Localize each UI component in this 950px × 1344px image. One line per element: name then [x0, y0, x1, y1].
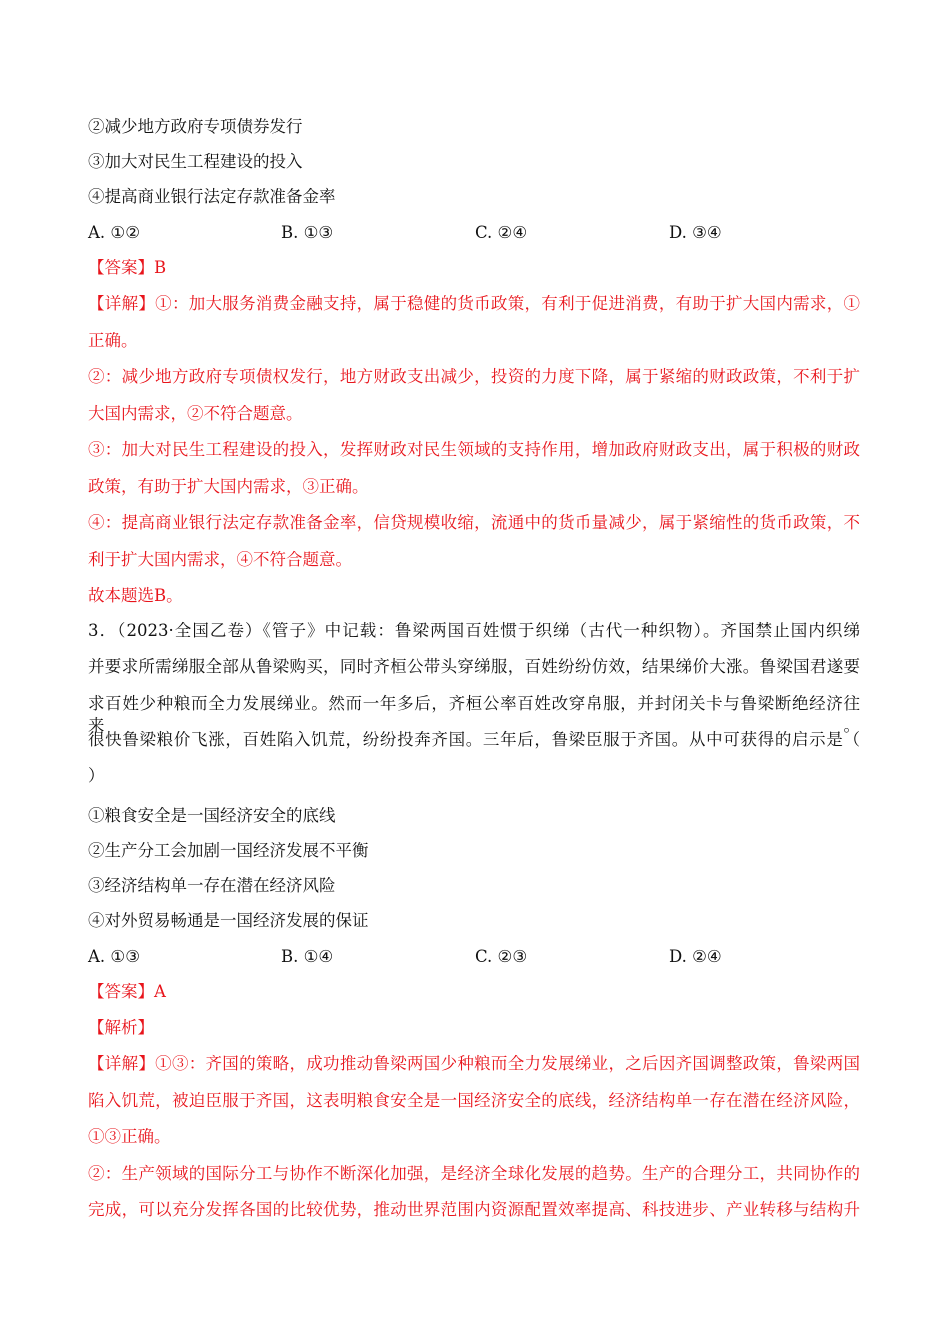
q3-analysis-heading: 【解析】 — [88, 1018, 154, 1037]
q2-option-b: B. ①③ — [281, 223, 334, 242]
q3-statement-3: ③经济结构单一存在潜在经济风险 — [88, 876, 336, 895]
q3-option-d: D. ②④ — [669, 947, 722, 966]
q2-detail-line: 利于扩大国内需求，④不符合题意。 — [88, 550, 352, 569]
q3-stem-line: ） — [88, 766, 105, 785]
q3-statement-1: ①粮食安全是一国经济安全的底线 — [88, 806, 336, 825]
q3-detail-line: ②：生产领域的国际分工与协作不断深化加强，是经济全球化发展的趋势。生产的合理分工，共同协作的 — [88, 1164, 860, 1183]
q3-stem-line: 很快鲁梁粮价飞涨，百姓陷入饥荒，纷纷投奔齐国。三年后，鲁梁臣服于齐国。从中可获得的启示是（ — [88, 730, 860, 749]
q2-statement-4: ④提高商业银行法定存款准备金率 — [88, 187, 336, 206]
q2-detail-line: ③：加大对民生工程建设的投入，发挥财政对民生领域的支持作用，增加政府财政支出，属于积极的财政 — [88, 440, 860, 459]
q2-conclusion: 故本题选B。 — [88, 586, 183, 605]
q2-answer: 【答案】B — [88, 258, 167, 277]
q3-detail-line: ①③正确。 — [88, 1127, 171, 1146]
q3-detail-line: 完成，可以充分发挥各国的比较优势，推动世界范围内资源配置效率提高、科技进步、产业转移与结构升 — [88, 1200, 860, 1219]
q2-option-a: A. ①② — [88, 223, 140, 242]
q3-stem-line: 求百姓少种粮而全力发展绨业。然而一年多后，齐桓公率百姓改穿帛服，并封闭关卡与鲁梁断绝经济往来。 — [88, 694, 860, 735]
q2-detail-line: ②：减少地方政府专项债权发行，地方财政支出减少，投资的力度下降，属于紧缩的财政政策，不利于扩 — [88, 367, 860, 386]
q3-statement-2: ②生产分工会加剧一国经济发展不平衡 — [88, 841, 369, 860]
q3-option-b: B. ①④ — [281, 947, 334, 966]
q3-option-a: A. ①③ — [88, 947, 140, 966]
q2-detail-line: 大国内需求，②不符合题意。 — [88, 404, 303, 423]
q3-stem-line: 并要求所需绨服全部从鲁梁购买，同时齐桓公带头穿绨服，百姓纷纷仿效，结果绨价大涨。鲁梁国君遂要 — [88, 657, 860, 676]
q2-option-c: C. ②④ — [475, 223, 528, 242]
q3-answer: 【答案】A — [88, 982, 166, 1001]
q3-stem-line: 3．（2023·全国乙卷）《管子》中记载：鲁梁两国百姓惯于织绨（古代一种织物）。齐国禁止国内织绨 — [88, 621, 860, 640]
q2-detail-line: 正确。 — [88, 331, 138, 350]
q3-detail-line: 陷入饥荒，被迫臣服于齐国，这表明粮食安全是一国经济安全的底线，经济结构单一存在潜在经济风险， — [88, 1091, 860, 1110]
q2-statement-2: ②减少地方政府专项债券发行 — [88, 117, 303, 136]
q2-detail-line: ④：提高商业银行法定存款准备金率，信贷规模收缩，流通中的货币量减少，属于紧缩性的货币政策，不 — [88, 513, 860, 532]
q2-option-d: D. ③④ — [669, 223, 722, 242]
q2-detail-line: 【详解】①：加大服务消费金融支持，属于稳健的货币政策，有利于促进消费，有助于扩大国内需求，① — [88, 294, 860, 313]
q3-option-c: C. ②③ — [475, 947, 528, 966]
q2-statement-3: ③加大对民生工程建设的投入 — [88, 152, 303, 171]
q3-statement-4: ④对外贸易畅通是一国经济发展的保证 — [88, 911, 369, 930]
q3-detail-line: 【详解】①③：齐国的策略，成功推动鲁梁两国少种粮而全力发展绨业，之后因齐国调整政策，鲁梁两国 — [88, 1054, 860, 1073]
q2-detail-line: 政策，有助于扩大国内需求，③正确。 — [88, 477, 369, 496]
